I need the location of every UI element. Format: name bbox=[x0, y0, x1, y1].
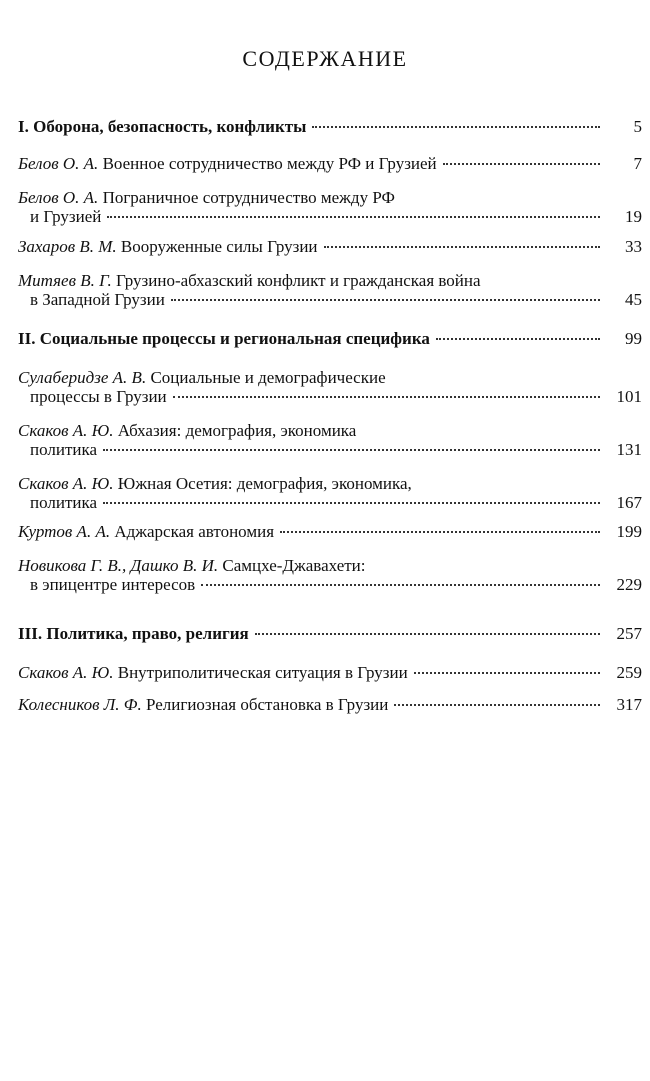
entry-author: Куртов А. А. bbox=[18, 522, 111, 541]
dot-leader bbox=[173, 396, 600, 398]
dot-leader bbox=[255, 633, 600, 635]
dot-leader bbox=[312, 126, 600, 128]
toc-entry bbox=[18, 368, 642, 406]
dot-leader bbox=[103, 502, 600, 504]
page-number: 317 bbox=[616, 695, 642, 714]
page-number: 45 bbox=[625, 290, 642, 309]
dot-leader bbox=[280, 531, 600, 533]
entry-title: Внутриполитическая ситуация в Грузии bbox=[117, 663, 408, 682]
toc-entry bbox=[18, 522, 642, 541]
entry-author: Захаров В. М. bbox=[18, 237, 117, 256]
entry-author: Белов О. А. bbox=[18, 188, 99, 207]
toc-entry bbox=[18, 421, 642, 459]
entry-title-continued: политика bbox=[30, 440, 98, 459]
dot-leader bbox=[324, 246, 600, 248]
entry-author: Скаков А. Ю. bbox=[18, 663, 114, 682]
entry-title: Вооруженные силы Грузии bbox=[120, 237, 318, 256]
toc-entry bbox=[18, 663, 642, 682]
page-number: 101 bbox=[616, 387, 642, 406]
toc-entry bbox=[18, 556, 642, 594]
entry-title-continued: процессы в Грузии bbox=[30, 387, 167, 406]
toc-section-heading bbox=[18, 329, 642, 348]
entry-author: Скаков А. Ю. bbox=[18, 474, 114, 493]
toc-section-heading bbox=[18, 117, 642, 136]
dot-leader bbox=[414, 672, 600, 674]
section-title: III. Политика, право, религия bbox=[18, 624, 249, 643]
page-number: 167 bbox=[616, 493, 642, 512]
toc-entry bbox=[18, 271, 642, 309]
dot-leader bbox=[394, 704, 600, 706]
entry-title: Самцхе-Джавахети: bbox=[222, 556, 366, 575]
toc-entry bbox=[18, 695, 642, 714]
page-number: 131 bbox=[616, 440, 642, 459]
entry-author: Сулаберидзе А. В. bbox=[18, 368, 147, 387]
dot-leader bbox=[107, 216, 600, 218]
dot-leader bbox=[436, 338, 600, 340]
toc-entry bbox=[18, 237, 642, 256]
page-number: 199 bbox=[616, 522, 642, 541]
entry-title-continued: и Грузией bbox=[30, 207, 102, 226]
entry-title-continued: политика bbox=[30, 493, 98, 512]
toc-section-heading bbox=[18, 624, 642, 643]
dot-leader bbox=[201, 584, 600, 586]
page-number: 99 bbox=[625, 329, 642, 348]
toc-entry bbox=[18, 474, 642, 512]
entry-title-continued: в Западной Грузии bbox=[30, 290, 165, 309]
entry-title: Пограничное сотрудничество между РФ bbox=[102, 188, 395, 207]
dot-leader bbox=[443, 163, 600, 165]
page-number: 259 bbox=[616, 663, 642, 682]
dot-leader bbox=[171, 299, 600, 301]
toc-entry bbox=[18, 188, 642, 226]
section-title: I. Оборона, безопасность, конфликты bbox=[18, 117, 307, 136]
section-title: II. Социальные процессы и региональная специфика bbox=[18, 329, 430, 348]
entry-title: Религиозная обстановка в Грузии bbox=[145, 695, 389, 714]
toc-entry bbox=[18, 154, 642, 173]
entry-author: Новикова Г. В., Дашко В. И. bbox=[18, 556, 219, 575]
entry-title: Аджарская автономия bbox=[114, 522, 275, 541]
entry-author: Митяев В. Г. bbox=[18, 271, 112, 290]
page-number: 229 bbox=[616, 575, 642, 594]
entry-author: Колесников Л. Ф. bbox=[18, 695, 142, 714]
page-number: 7 bbox=[633, 154, 642, 173]
entry-author: Белов О. А. bbox=[18, 154, 99, 173]
page-number: 5 bbox=[633, 117, 642, 136]
page-number: 33 bbox=[625, 237, 642, 256]
entry-title: Грузино-абхазский конфликт и гражданская война bbox=[116, 271, 481, 290]
entry-title: Абхазия: демография, экономика bbox=[117, 421, 357, 440]
entry-title: Военное сотрудничество между РФ и Грузией bbox=[102, 154, 437, 173]
entry-author: Скаков А. Ю. bbox=[18, 421, 114, 440]
page-number: 19 bbox=[625, 207, 642, 226]
entry-title: Социальные и демографические bbox=[150, 368, 386, 387]
dot-leader bbox=[103, 449, 600, 451]
page-number: 257 bbox=[616, 624, 642, 643]
entry-title-continued: в эпицентре интересов bbox=[30, 575, 196, 594]
entry-title: Южная Осетия: демография, экономика, bbox=[117, 474, 412, 493]
page-title: СОДЕРЖАНИЕ bbox=[242, 46, 408, 71]
